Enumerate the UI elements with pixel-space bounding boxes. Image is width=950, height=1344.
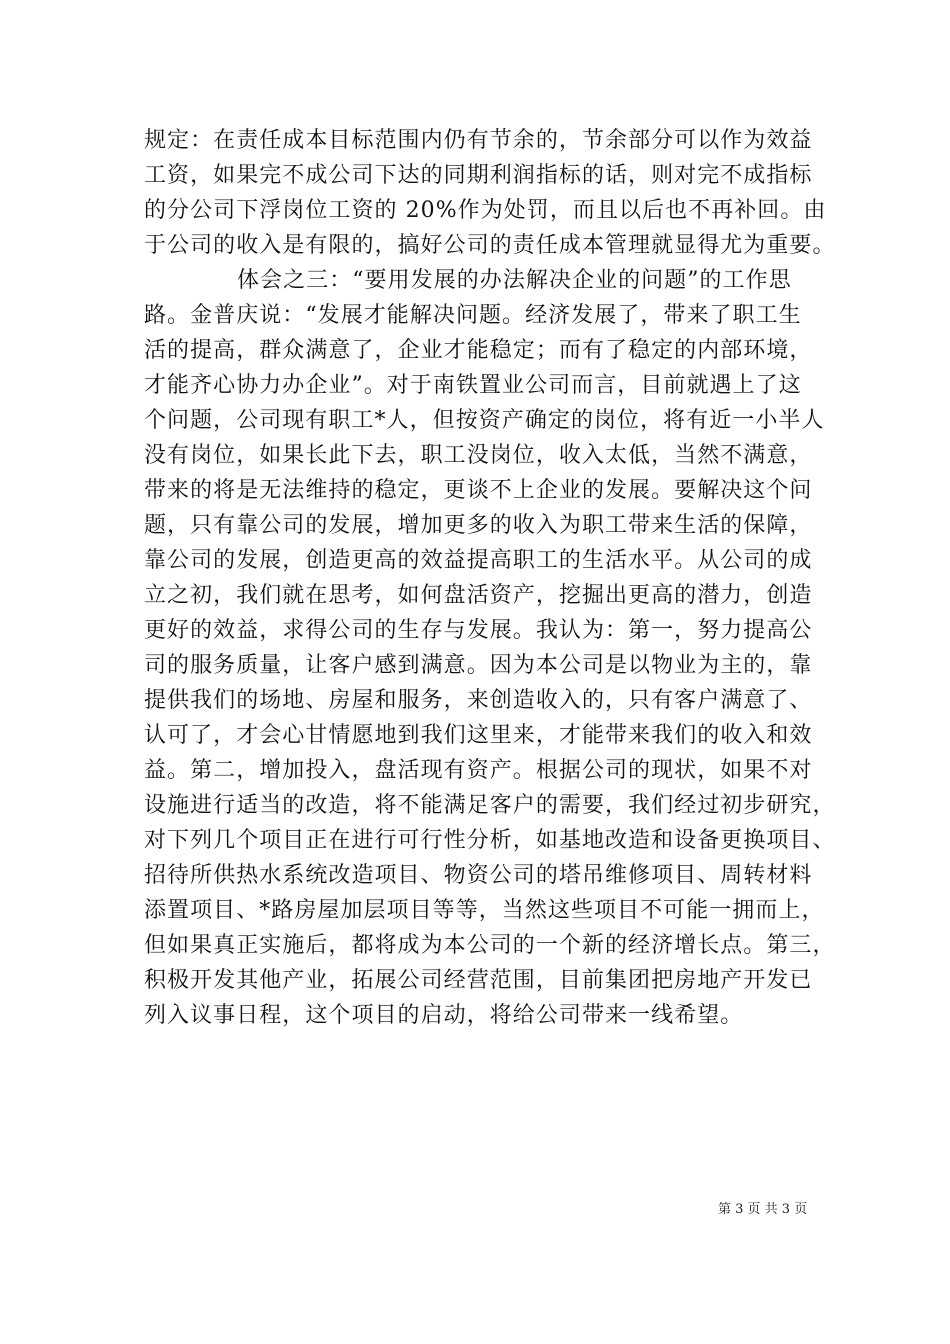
text-line: 添置项目、*路房屋加层项目等等，当然这些项目不可能一拥而上， bbox=[144, 898, 825, 923]
text-line: 更好的效益，求得公司的生存与发展。我认为：第一，努力提高公 bbox=[144, 618, 813, 643]
page-number: 第 3 页 共 3 页 bbox=[718, 1202, 808, 1217]
text-line: 题，只有靠公司的发展，增加更多的收入为职工带来生活的保障， bbox=[144, 513, 813, 538]
text-line: 但如果真正实施后，都将成为本公司的一个新的经济增长点。第三， bbox=[144, 933, 836, 958]
text-line: 没有岗位，如果长此下去，职工没岗位，收入太低，当然不满意， bbox=[144, 443, 813, 468]
text-line: 路。金普庆说：“发展才能解决问题。经济发展了，带来了职工生 bbox=[144, 303, 802, 328]
text-line: 认可了，才会心甘情愿地到我们这里来，才能带来我们的收入和效 bbox=[144, 723, 813, 748]
text-line: 设施进行适当的改造，将不能满足客户的需要，我们经过初步研究， bbox=[144, 793, 836, 818]
text-line: 对下列几个项目正在进行可行性分析，如基地改造和设备更换项目、 bbox=[144, 828, 836, 853]
text-line: 司的服务质量，让客户感到满意。因为本公司是以物业为主的，靠 bbox=[144, 653, 813, 678]
text-line: 的分公司下浮岗位工资的 20%作为处罚，而且以后也不再补回。由 bbox=[144, 198, 827, 223]
text-line: 立之初，我们就在思考，如何盘活资产，挖掘出更高的潜力，创造 bbox=[144, 583, 813, 608]
text-line: 靠公司的发展，创造更高的效益提高职工的生活水平。从公司的成 bbox=[144, 548, 813, 573]
text-line: 积极开发其他产业，拓展公司经营范围，目前集团把房地产开发已 bbox=[144, 968, 813, 993]
text-line: 益。第二，增加投入，盘活现有资产。根据公司的现状，如果不对 bbox=[144, 758, 813, 783]
text-line: 带来的将是无法维持的稳定，更谈不上企业的发展。要解决这个问 bbox=[144, 478, 813, 503]
text-line: 提供我们的场地、房屋和服务，来创造收入的，只有客户满意了、 bbox=[144, 688, 813, 713]
text-line: 列入议事日程，这个项目的启动，将给公司带来一线希望。 bbox=[144, 1003, 744, 1028]
text-line: 个问题，公司现有职工*人，但按资产确定的岗位，将有近一小半人 bbox=[144, 408, 825, 433]
text-line: 才能齐心协力办企业”。对于南铁置业公司而言，目前就遇上了这 bbox=[144, 373, 802, 398]
text-line: 于公司的收入是有限的，搞好公司的责任成本管理就显得尤为重要。 bbox=[144, 233, 836, 258]
text-line: 规定：在责任成本目标范围内仍有节余的，节余部分可以作为效益 bbox=[144, 128, 813, 153]
text-line: 工资，如果完不成公司下达的同期利润指标的话，则对完不成指标 bbox=[144, 163, 813, 188]
paragraph-first-line: 体会之三：“要用发展的办法解决企业的问题”的工作思 bbox=[237, 268, 792, 293]
text-line: 招待所供热水系统改造项目、物资公司的塔吊维修项目、周转材料 bbox=[144, 863, 813, 888]
text-line: 活的提高，群众满意了，企业才能稳定；而有了稳定的内部环境， bbox=[144, 338, 813, 363]
